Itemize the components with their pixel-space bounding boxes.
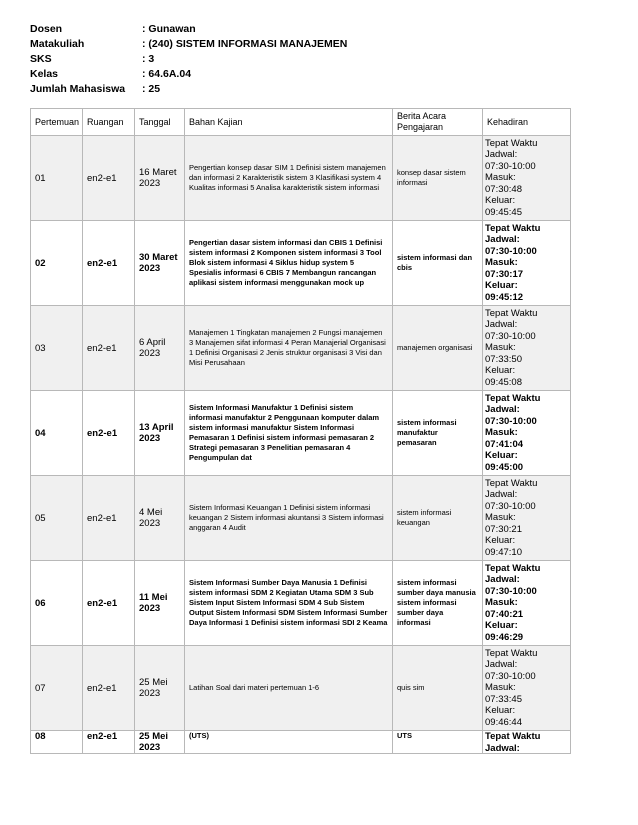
kehadiran-line: 07:30-10:00 [485, 500, 536, 512]
cell-kehadiran [483, 306, 571, 391]
cell-ruangan: en2-e1 [83, 391, 135, 476]
cell-ruangan: en2-e1 [83, 646, 135, 731]
kehadiran-line: 07:30-10:00 [485, 415, 537, 427]
table-row [31, 306, 571, 391]
cell-tanggal: 30 Maret 2023 [135, 221, 185, 306]
kehadiran-line: Jadwal: [485, 404, 520, 416]
cell-bahan-kajian: (UTS) [185, 731, 393, 754]
kehadiran-line: 07:33:50 [485, 353, 522, 365]
cell-kehadiran [483, 561, 571, 646]
kehadiran-line: Tepat Waktu [485, 647, 538, 659]
kehadiran-line: Masuk: [485, 427, 518, 439]
cell-berita-acara: sistem informasi sumber daya manusia sistem informasi sumber daya informasi [393, 561, 483, 646]
kehadiran-line: 07:30-10:00 [485, 245, 537, 257]
cell-pertemuan: 04 [31, 391, 83, 476]
cell-pertemuan: 02 [31, 221, 83, 306]
kehadiran-line: Jadwal: [485, 659, 518, 671]
kehadiran-line: Tepat Waktu [485, 222, 541, 234]
cell-ruangan: en2-e1 [83, 731, 135, 754]
cell-berita-acara: manajemen organisasi [393, 306, 483, 391]
kehadiran-line: 09:46:44 [485, 716, 522, 728]
kehadiran-line: Masuk: [485, 512, 516, 524]
kehadiran-line: Tepat Waktu [485, 477, 538, 489]
cell-ruangan: en2-e1 [83, 136, 135, 221]
table-row [31, 561, 571, 646]
kehadiran-line: 07:30:48 [485, 183, 522, 195]
cell-pertemuan: 03 [31, 306, 83, 391]
kehadiran-line: 07:30-10:00 [485, 670, 536, 682]
cell-tanggal: 16 Maret 2023 [135, 136, 185, 221]
table-row [31, 136, 571, 221]
kehadiran-line: 07:40:21 [485, 608, 524, 620]
info-row-sks [30, 52, 347, 67]
info-value: : 3 [142, 53, 155, 65]
kehadiran-line: Masuk: [485, 597, 518, 609]
cell-berita-acara: konsep dasar sistem informasi [393, 136, 483, 221]
cell-pertemuan: 01 [31, 136, 83, 221]
kehadiran-line: Keluar: [485, 535, 516, 547]
cell-tanggal: 13 April 2023 [135, 391, 185, 476]
cell-tanggal: 11 Mei 2023 [135, 561, 185, 646]
cell-tanggal: 6 April 2023 [135, 306, 185, 391]
kehadiran-line: 07:41:04 [485, 438, 524, 450]
kehadiran-line: 07:30-10:00 [485, 330, 536, 342]
info-value: : 25 [142, 83, 161, 95]
cell-kehadiran [483, 476, 571, 561]
course-info-header [30, 22, 347, 97]
attendance-table [30, 108, 571, 754]
kehadiran-line: Keluar: [485, 280, 518, 292]
kehadiran-line: Tepat Waktu [485, 307, 538, 319]
cell-bahan-kajian: Manajemen 1 Tingkatan manajemen 2 Fungsi manajemen 3 Manajemen sifat informasi 4 Peran Manajerial Organisasi 1 Definisi Organisasi 2 Jenis struktur organisasi 3 Visi dan Misi Perusahaan [185, 306, 393, 391]
info-row-dosen [30, 22, 347, 37]
cell-bahan-kajian: Latihan Soal dari materi pertemuan 1-6 [185, 646, 393, 731]
table-row [31, 221, 571, 306]
kehadiran-line: Jadwal: [485, 149, 518, 161]
kehadiran-line: 09:45:00 [485, 461, 524, 473]
kehadiran-line: 09:45:45 [485, 206, 522, 218]
cell-bahan-kajian: Pengertian konsep dasar SIM 1 Definisi sistem manajemen dan informasi 2 Karakteristik sistem 3 Klasifikasi system 4 Kualitas informasi 5 Analisa karakteristik sistem informasi [185, 136, 393, 221]
cell-bahan-kajian: Sistem Informasi Manufaktur 1 Definisi sistem informasi manufaktur 2 Penggunaan komputer dalam sistem informasi manufaktur Sistem Informasi Pemasaran 1 Definisi sistem informasi pemasaran 2 Strategi pemasaran 3 Penelitian pemasaran 4 Pengumpulan dat [185, 391, 393, 476]
cell-berita-acara: sistem informasi keuangan [393, 476, 483, 561]
table-row [31, 476, 571, 561]
kehadiran-line: 09:45:08 [485, 376, 522, 388]
kehadiran-line: Jadwal: [485, 742, 520, 754]
kehadiran-line: Keluar: [485, 365, 516, 377]
cell-pertemuan: 07 [31, 646, 83, 731]
kehadiran-line: 09:47:10 [485, 546, 522, 558]
col-header-tanggal: Tanggal [135, 109, 185, 136]
cell-ruangan: en2-e1 [83, 476, 135, 561]
kehadiran-line: Keluar: [485, 195, 516, 207]
info-value: : Gunawan [142, 23, 196, 35]
cell-bahan-kajian: Sistem Informasi Sumber Daya Manusia 1 Definisi sistem informasi SDM 2 Kegiatan Utama SDM 3 Sub Sistem Input Sistem Informasi SDM 4 Sub Sistem Output Sistem Informasi SDM Sistem Informasi Sumber Daya Informasi 1 Definisi sistem informasi SDI 2 Keama [185, 561, 393, 646]
info-value: : (240) SISTEM INFORMASI MANAJEMEN [142, 38, 348, 50]
kehadiran-line: Masuk: [485, 172, 516, 184]
cell-ruangan: en2-e1 [83, 306, 135, 391]
kehadiran-line: 09:46:29 [485, 631, 524, 643]
kehadiran-line: 07:30:17 [485, 268, 524, 280]
kehadiran-line: 07:30:21 [485, 523, 522, 535]
col-header-kehadiran: Kehadiran [483, 109, 571, 136]
kehadiran-line: Tepat Waktu [485, 392, 541, 404]
kehadiran-line: Keluar: [485, 705, 516, 717]
kehadiran-line: 07:30-10:00 [485, 160, 536, 172]
cell-tanggal: 25 Mei 2023 [135, 646, 185, 731]
col-header-pertemuan: Pertemuan [31, 109, 83, 136]
kehadiran-line: Masuk: [485, 682, 516, 694]
cell-kehadiran [483, 221, 571, 306]
cell-tanggal: 25 Mei 2023 [135, 731, 185, 754]
kehadiran-line: Tepat Waktu [485, 562, 541, 574]
info-label: Jumlah Mahasiswa [30, 83, 126, 95]
cell-berita-acara: UTS [393, 731, 483, 754]
info-label: Dosen [30, 23, 63, 35]
info-label: Matakuliah [30, 38, 85, 50]
kehadiran-line: Tepat Waktu [485, 731, 541, 742]
kehadiran-line: Jadwal: [485, 234, 520, 246]
cell-pertemuan: 06 [31, 561, 83, 646]
table-row [31, 391, 571, 476]
kehadiran-line: Jadwal: [485, 574, 520, 586]
info-value: : 64.6A.04 [142, 68, 192, 80]
kehadiran-line: Jadwal: [485, 319, 518, 331]
cell-ruangan: en2-e1 [83, 561, 135, 646]
info-row-matakuliah [30, 37, 347, 52]
kehadiran-line: Keluar: [485, 620, 518, 632]
col-header-berita-acara: Berita Acara Pengajaran [393, 109, 483, 136]
cell-pertemuan: 08 [31, 731, 83, 754]
info-label: Kelas [30, 68, 59, 80]
cell-berita-acara: quis sim [393, 646, 483, 731]
cell-bahan-kajian: Sistem Informasi Keuangan 1 Definisi sistem informasi keuangan 2 Sistem informasi akuntansi 3 Sistem informasi anggaran 4 Audit [185, 476, 393, 561]
kehadiran-line: 07:30-10:00 [485, 585, 537, 597]
cell-ruangan: en2-e1 [83, 221, 135, 306]
cell-bahan-kajian: Pengertian dasar sistem informasi dan CBIS 1 Definisi sistem informasi 2 Komponen sistem informasi 3 Tool Blok sistem informasi 4 Siklus hidup system 5 Spesialis informasi 6 CBIS 7 Membangun rancangan aplikasi sistem informasi menggunakan mock up [185, 221, 393, 306]
kehadiran-line: 09:45:12 [485, 291, 524, 303]
cell-kehadiran [483, 646, 571, 731]
col-header-ruangan: Ruangan [83, 109, 135, 136]
cell-berita-acara: sistem informasi manufaktur pemasaran [393, 391, 483, 476]
kehadiran-line: Tepat Waktu [485, 137, 538, 149]
cell-berita-acara: sistem informasi dan cbis [393, 221, 483, 306]
cell-kehadiran [483, 136, 571, 221]
col-header-bahan-kajian: Bahan Kajian [185, 109, 393, 136]
kehadiran-line: Jadwal: [485, 489, 518, 501]
table-row [31, 731, 571, 754]
kehadiran-line: Masuk: [485, 342, 516, 354]
info-label: SKS [30, 53, 52, 65]
cell-kehadiran [483, 391, 571, 476]
cell-tanggal: 4 Mei 2023 [135, 476, 185, 561]
kehadiran-line: Keluar: [485, 450, 518, 462]
kehadiran-line: 07:33:45 [485, 693, 522, 705]
cell-kehadiran [483, 731, 571, 754]
cell-pertemuan: 05 [31, 476, 83, 561]
info-row-kelas [30, 67, 347, 82]
info-row-jumlah-mahasiswa [30, 82, 347, 97]
table-row [31, 646, 571, 731]
table-header-row [31, 109, 571, 136]
kehadiran-line: Masuk: [485, 257, 518, 269]
